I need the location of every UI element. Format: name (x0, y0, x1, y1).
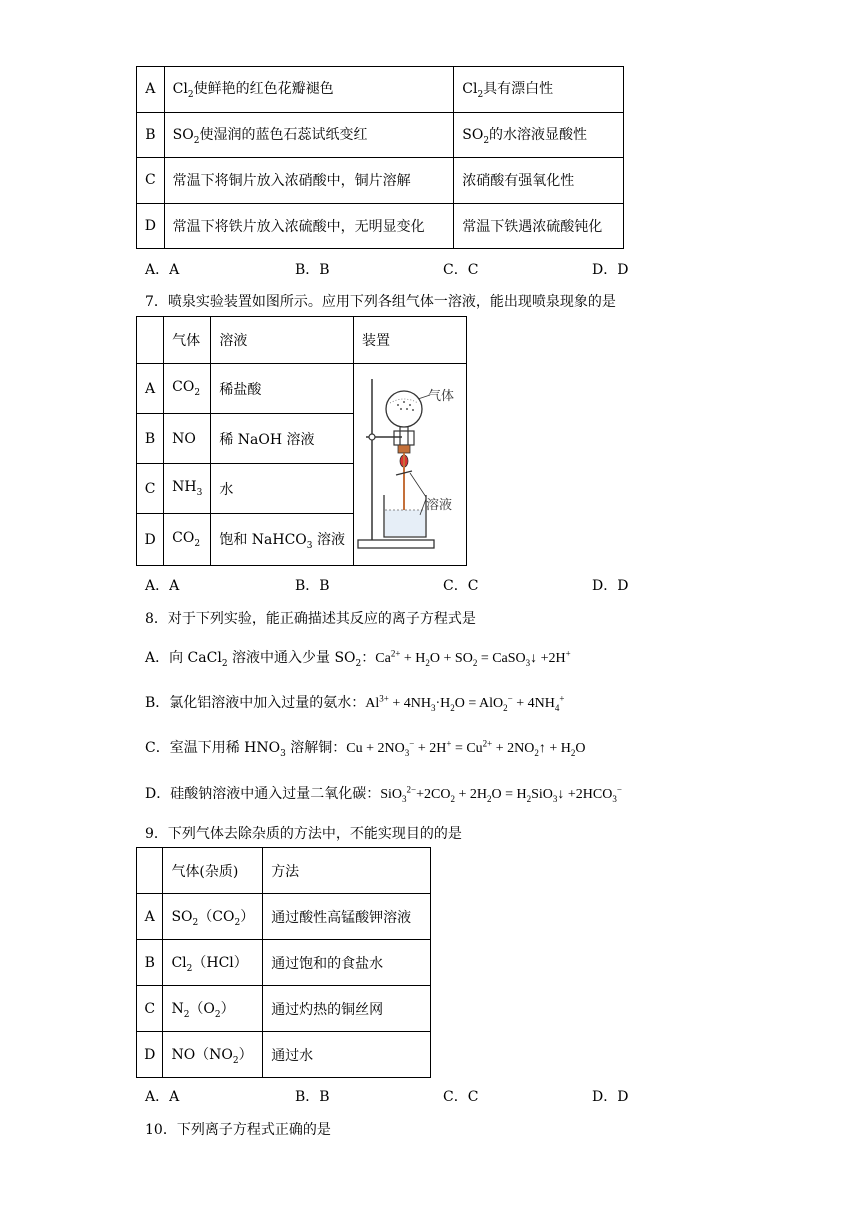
option-b[interactable]: B．B (295, 1089, 330, 1105)
q7-stem: 7．喷泉实验装置如图所示。应用下列各组气体一溶液，能出现喷泉现象的是 (145, 294, 616, 310)
option-a[interactable]: A．A (145, 578, 180, 594)
solution-cell: 饱和 NaHCO$_3$ 溶液 (211, 514, 354, 566)
q8-choice-a[interactable]: A．向 CaCl$_2$ 溶液中通入少量 $SO_2$：$Ca^{2+} + H_2O + SO_2$ = CaSO$_3$↓ +2H+ (145, 648, 571, 669)
option-b[interactable]: B．B (295, 578, 330, 594)
q7-header-gas: 气体 (164, 317, 211, 364)
table-row (137, 1032, 431, 1078)
phenomenon-cell: $Cl_2$使鲜艳的红色花瓣褪色 (164, 67, 454, 113)
option-d[interactable]: D．D (592, 578, 629, 594)
method-cell: 通过酸性高锰酸钾溶液 (263, 894, 431, 940)
q6-options (145, 259, 705, 279)
row-label: D (137, 203, 165, 249)
option-c[interactable]: C．C (443, 578, 479, 594)
row-label: C (137, 986, 163, 1032)
figure-gas-label: 气体 (428, 389, 455, 404)
table-row (137, 986, 431, 1032)
option-d[interactable]: D．D (592, 262, 629, 278)
q9-stem: 9．下列气体去除杂质的方法中，不能实现目的的是 (145, 826, 462, 842)
q7-header-blank (137, 317, 164, 364)
row-label: B (137, 112, 165, 158)
table-row (137, 940, 431, 986)
conclusion-cell: 常温下铁遇浓硫酸钝化 (454, 203, 624, 249)
q7-header-apparatus: 装置 (353, 317, 466, 364)
option-a[interactable]: A．A (145, 262, 180, 278)
phenomenon-cell: $SO_2$使湿润的蓝色石蕊试纸变红 (164, 112, 454, 158)
q9-header-blank (137, 848, 163, 894)
gas-cell: NO (164, 414, 211, 464)
gas-cell: $NH_3$ (164, 464, 211, 514)
gas-cell: $CO_2$ (164, 364, 211, 414)
q9-options (145, 1086, 705, 1106)
row-label: C (137, 464, 164, 514)
table-row (137, 67, 624, 113)
gas-cell: $CO_2$ (164, 514, 211, 566)
gas-impurity-cell: $N_2(O_2)$ (163, 986, 263, 1032)
solution-cell: 水 (211, 464, 354, 514)
q10-stem: 10．下列离子方程式正确的是 (145, 1122, 331, 1138)
q6-table (136, 66, 624, 249)
q8-stem: 8．对于下列实验，能正确描述其反应的离子方程式是 (145, 611, 476, 627)
q8-choice-c[interactable]: C．室温下用稀 $HNO_3$ 溶解铜：$Cu + 2NO_3^- + 2H^+ = Cu^{2+}$ + $2NO_2↑ + H_2O$ (145, 738, 586, 759)
table-row (137, 158, 624, 204)
row-label: B (137, 940, 163, 986)
q7-options (145, 575, 705, 595)
phenomenon-cell: 常温下将铜片放入浓硝酸中，铜片溶解 (164, 158, 454, 204)
option-a[interactable]: A．A (145, 1089, 180, 1105)
method-cell: 通过饱和的食盐水 (263, 940, 431, 986)
fountain-apparatus-figure (352, 365, 464, 557)
conclusion-cell: $Cl_2$具有漂白性 (454, 67, 624, 113)
table-row (137, 203, 624, 249)
q9-table (136, 847, 431, 1078)
gas-impurity-cell: $SO_2(CO_2)$ (163, 894, 263, 940)
row-label: A (137, 364, 164, 414)
table-row (137, 112, 624, 158)
figure-solution-label: 溶液 (426, 498, 453, 513)
option-c[interactable]: C．C (443, 262, 479, 278)
row-label: A (137, 67, 165, 113)
q9-header-gas: 气体(杂质) (163, 848, 263, 894)
table-row (137, 894, 431, 940)
row-label: C (137, 158, 165, 204)
q8-choice-b[interactable]: B．氯化铝溶液中加入过量的氨水：$Al^{3+} + 4NH_3\cdot H_2O = AlO_2^- + 4NH_4^+$ (145, 693, 565, 713)
gas-impurity-cell: $NO(NO_2)$ (163, 1032, 263, 1078)
q7-header-solution: 溶液 (211, 317, 354, 364)
conclusion-cell: 浓硝酸有强氧化性 (454, 158, 624, 204)
option-b[interactable]: B．B (295, 262, 330, 278)
method-cell: 通过灼热的铜丝网 (263, 986, 431, 1032)
q9-header-method: 方法 (263, 848, 431, 894)
solution-cell: 稀盐酸 (211, 364, 354, 414)
conclusion-cell: $SO_2$的水溶液显酸性 (454, 112, 624, 158)
gas-impurity-cell: $Cl_2(HCl)$ (163, 940, 263, 986)
q8-choice-d[interactable]: D．硅酸钠溶液中通入过量二氧化碳：$SiO_3^{2-}+2CO_2 + 2H_2O$ = $H_2SiO_3↓ +2HCO_3^-$ (145, 784, 622, 804)
solution-cell: 稀 NaOH 溶液 (211, 414, 354, 464)
option-d[interactable]: D．D (592, 1089, 629, 1105)
row-label: D (137, 514, 164, 566)
row-label: D (137, 1032, 163, 1078)
row-label: A (137, 894, 163, 940)
method-cell: 通过水 (263, 1032, 431, 1078)
option-c[interactable]: C．C (443, 1089, 479, 1105)
row-label: B (137, 414, 164, 464)
phenomenon-cell: 常温下将铁片放入浓硫酸中，无明显变化 (164, 203, 454, 249)
